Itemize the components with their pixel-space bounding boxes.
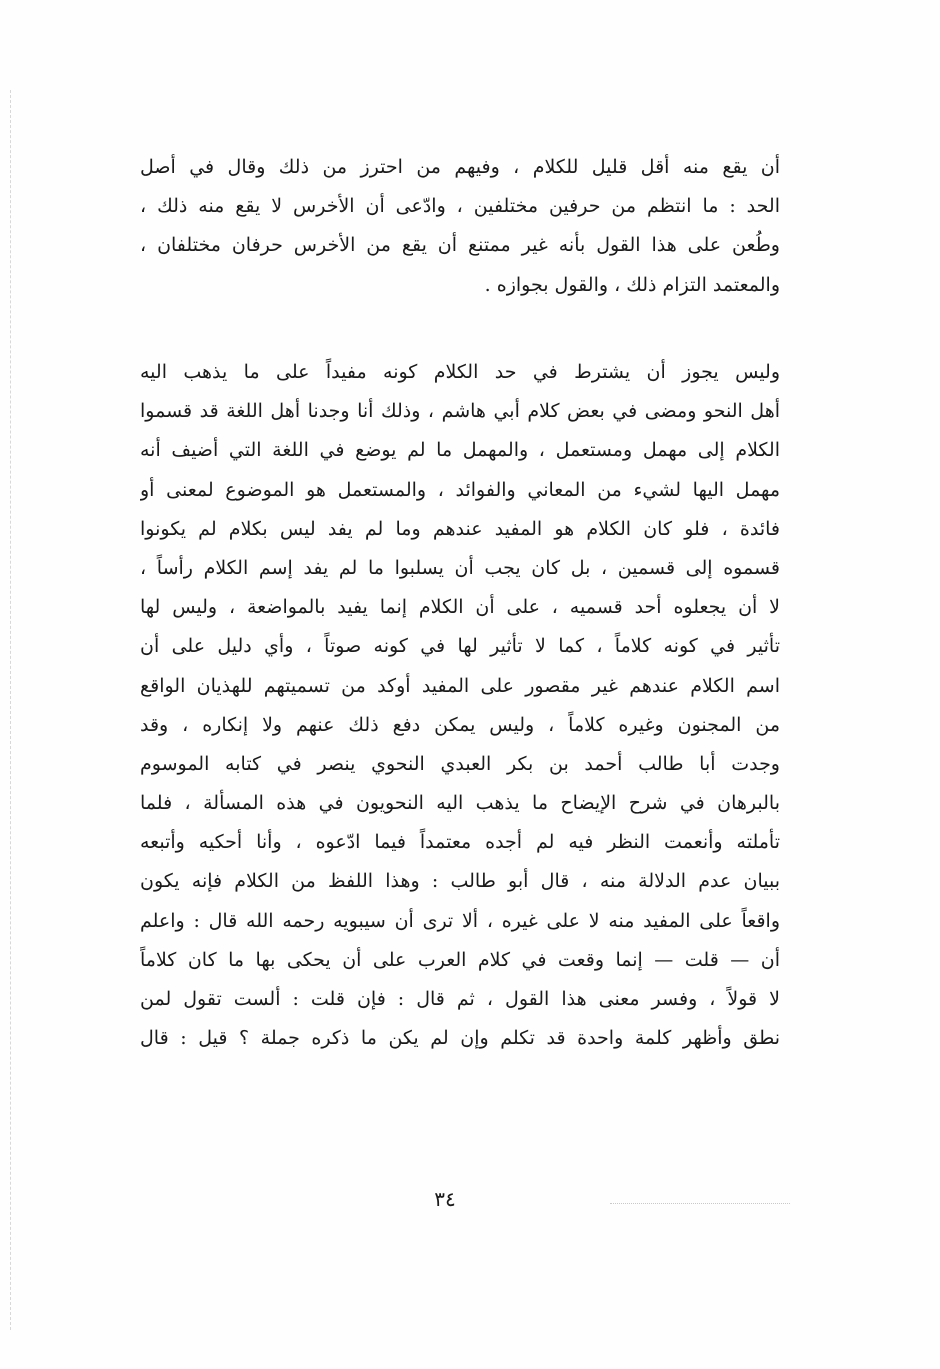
text-line: الحد : ما انتظم من حرفين مختلفين ، وادّعى أن الأخرس لا يقع منه ذلك ، bbox=[140, 195, 780, 218]
text-line: من المجنون وغيره كلاماً ، وليس يمكن دفع ذلك عنهم ولا إنكاره ، وقد bbox=[140, 713, 780, 736]
text-line: أن — قلت — إنما وقعت في كلام العرب على أن يحكى بها ما كان كلاماً bbox=[140, 948, 780, 971]
text-line: تأملته وأنعمت النظر فيه لم أجده معتمداً فيما ادّعوه ، وأنا أحكيه وأتبعه bbox=[140, 831, 780, 854]
text-line: اسم الكلام عندهم غير مقصور على المفيد أوكد من تسميتهم للهذيان الواقع bbox=[140, 674, 780, 697]
text-line: الكلام إلى مهمل ومستعمل ، والمهمل ما لم يوضع في اللغة التي أضيف أنه bbox=[140, 439, 780, 462]
text-line: أهل النحو ومضى في بعض كلام أبي هاشم ، وذلك أنا وجدنا أهل اللغة قد قسموا bbox=[140, 400, 780, 423]
text-line: مهمل اليها لشيء من المعاني والفوائد ، والمستعمل هو الموضوع لمعنى أو bbox=[140, 478, 780, 501]
scan-smudge bbox=[610, 1203, 790, 1206]
text-line: وجدت أبا طالب أحمد بن بكر العبدي النحوي ينصر في كتابه الموسوم bbox=[140, 752, 780, 775]
text-line: وليس يجوز أن يشترط في حد الكلام كونه مفيداً على ما يذهب اليه bbox=[140, 361, 780, 383]
paragraph-2 bbox=[140, 353, 780, 1058]
text-line: والمعتمد التزام ذلك ، والقول بجوازه . bbox=[484, 273, 780, 296]
text-line: وطُعن على هذا القول بأنه غير ممتنع أن يقع من الأخرس حرفان مختلفان ، bbox=[140, 234, 780, 257]
text-line: ببيان عدم الدلالة منه ، قال أبو طالب : وهذا اللفظ من الكلام فإنه يكون bbox=[140, 870, 780, 893]
text-line: قسموه إلى قسمين ، بل كان يجب أن يسلبوا ما لم يفد إسم الكلام رأساً ، bbox=[140, 556, 780, 579]
paragraph-1 bbox=[140, 148, 780, 305]
text-line: نطق وأظهر كلمة واحدة قد تكلم وإن لم يكن ما ذكره جملة ؟ قيل : قال bbox=[140, 1027, 780, 1050]
scan-edge-line bbox=[10, 90, 11, 1330]
text-line: فائدة ، فلو كان الكلام هو المفيد عندهم وما لم يفد ليس بكلام لم يكونوا bbox=[140, 517, 780, 540]
text-line: لا قولاً ، وفسر معنى هذا القول ، ثم قال : فإن قلت : ألست تقول لمن bbox=[140, 988, 780, 1010]
page-number: ٣٤ bbox=[434, 1187, 456, 1211]
text-line: واقعاً على المفيد منه لا على غيره ، ألا ترى أن سيبويه رحمه الله قال : واعلم bbox=[140, 909, 780, 932]
text-line: أن يقع منه أقل قليل للكلام ، وفيهم من احترز من ذلك وقال في أصل bbox=[140, 156, 780, 178]
text-line: تأثير في كونه كلاماً ، كما لا تأثير لها في كونه صوتاً ، وأي دليل على أن bbox=[140, 635, 780, 658]
text-line: لا أن يجعلوه أحد قسميه ، على أن الكلام إنما يفيد بالمواضعة ، وليس لها bbox=[140, 596, 780, 619]
text-line: بالبرهان في شرح الإيضاح ما يذهب اليه النحويون في هذه المسألة ، فلما bbox=[140, 792, 780, 815]
